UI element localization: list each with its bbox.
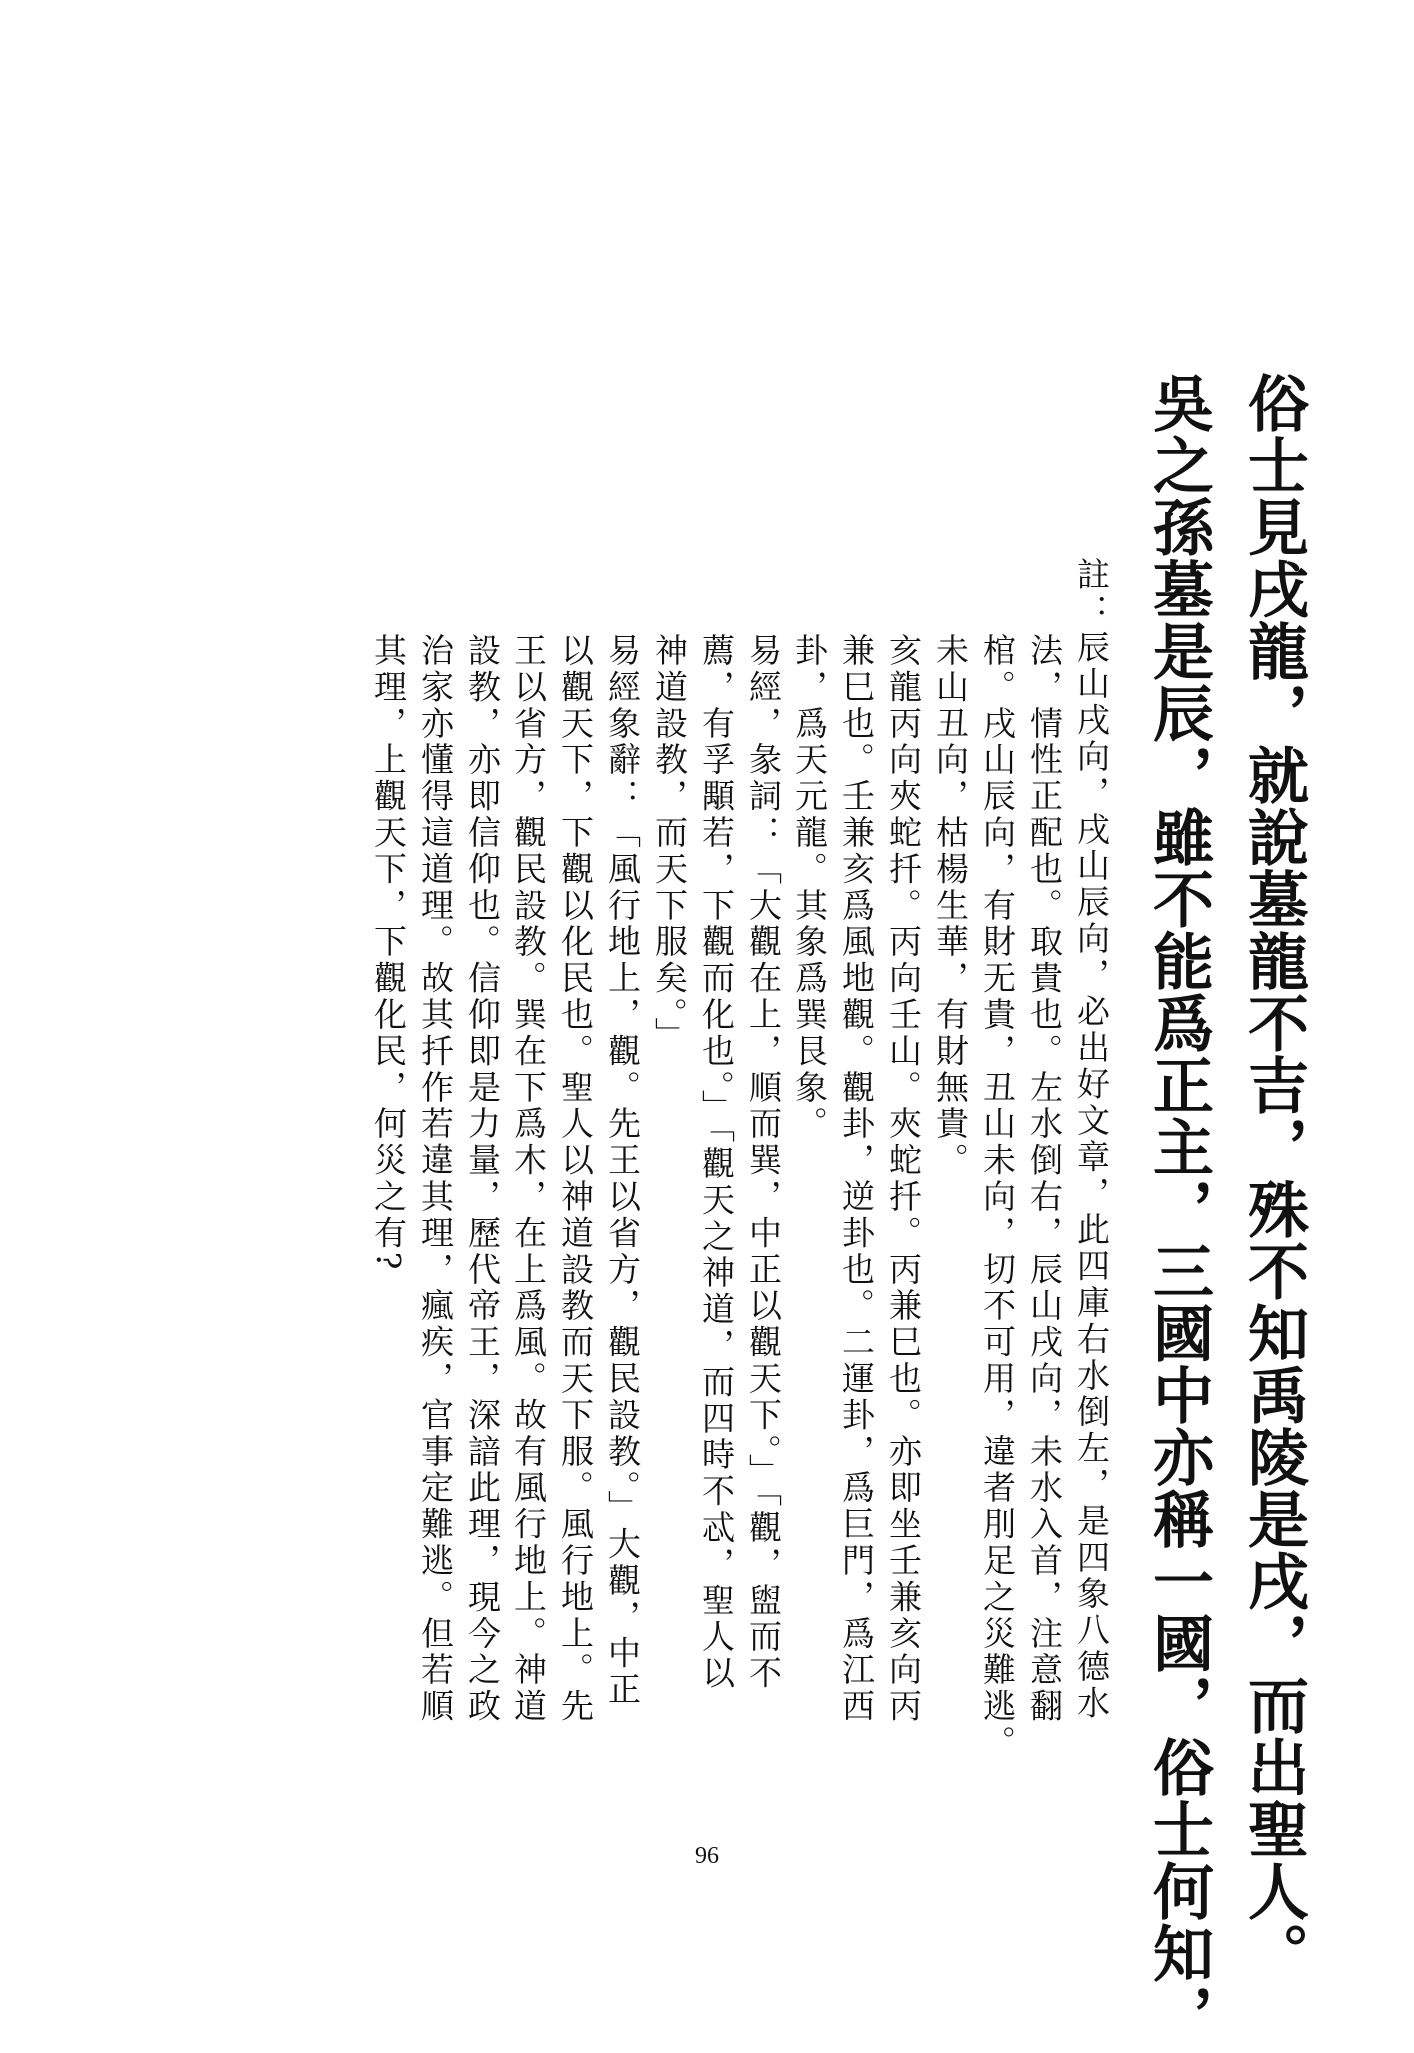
verse-column-2: 吳之孫墓是辰，雖不能爲正主，三國中亦稱一國，俗士何知，	[1143, 372, 1214, 2046]
commentary-column-16: 其理，上觀天下，下觀化民，何災之有?	[369, 633, 408, 1273]
commentary-column-15: 治家亦懂得這道理。故其扦作若違其理，瘋疾，官事定難逃。但若順	[416, 633, 455, 1725]
page-number: 96	[695, 1843, 719, 1869]
commentary-column-6: 兼巳也。壬兼亥爲風地觀。觀卦，逆卦也。二運卦，爲巨門，爲江西	[837, 633, 876, 1725]
commentary-column-9: 薦，有孚顒若，下觀而化也。」「觀天之神道，而四時不忒，聖人以	[697, 633, 736, 1692]
commentary-column-12: 以觀天下，下觀以化民也。聖人以神道設教而天下服。風行地上。先	[556, 633, 595, 1725]
commentary-column-7: 卦，爲天元龍。其象爲巽艮象。	[790, 633, 829, 1143]
commentary-column-8: 易經，彖詞：「大觀在上，順而巽，中正以觀天下。」「觀，盥而不	[744, 633, 783, 1692]
commentary-column-13: 王以省方，觀民設教。巽在下爲木，在上爲風。故有風行地上。神道	[509, 633, 548, 1725]
commentary-column-11: 易經象辭：「風行地上，觀。先王以省方，觀民設教。」大觀，中正	[603, 633, 642, 1709]
verse-column-1: 俗士見戌龍，就說墓龍不吉，殊不知禹陵是戌，而出聖人。	[1238, 372, 1309, 1984]
commentary-column-2: 法，情性正配也。取貴也。左水倒右，辰山戌向，未水入首，注意翻	[1025, 633, 1064, 1725]
commentary-column-4: 未山丑向，枯楊生華，有財無貴。	[931, 633, 970, 1179]
commentary-column-1: 註：辰山戌向，戌山辰向，必出好文章，此四庫右水倒左，是四象八德水	[1072, 557, 1111, 1722]
commentary-column-5: 亥龍丙向夾蛇扦。丙向壬山。夾蛇扦。丙兼巳也。亦即坐壬兼亥向丙	[884, 633, 923, 1725]
commentary-column-3: 棺。戌山辰向，有財无貴，丑山未向，切不可用，違者刖足之災難逃。	[978, 633, 1017, 1762]
commentary-column-10: 神道設教，而天下服矣。」	[650, 633, 689, 1054]
commentary-column-14: 設教，亦即信仰也。信仰即是力量，歷代帝王，深諳此理，現今之政	[463, 633, 502, 1725]
